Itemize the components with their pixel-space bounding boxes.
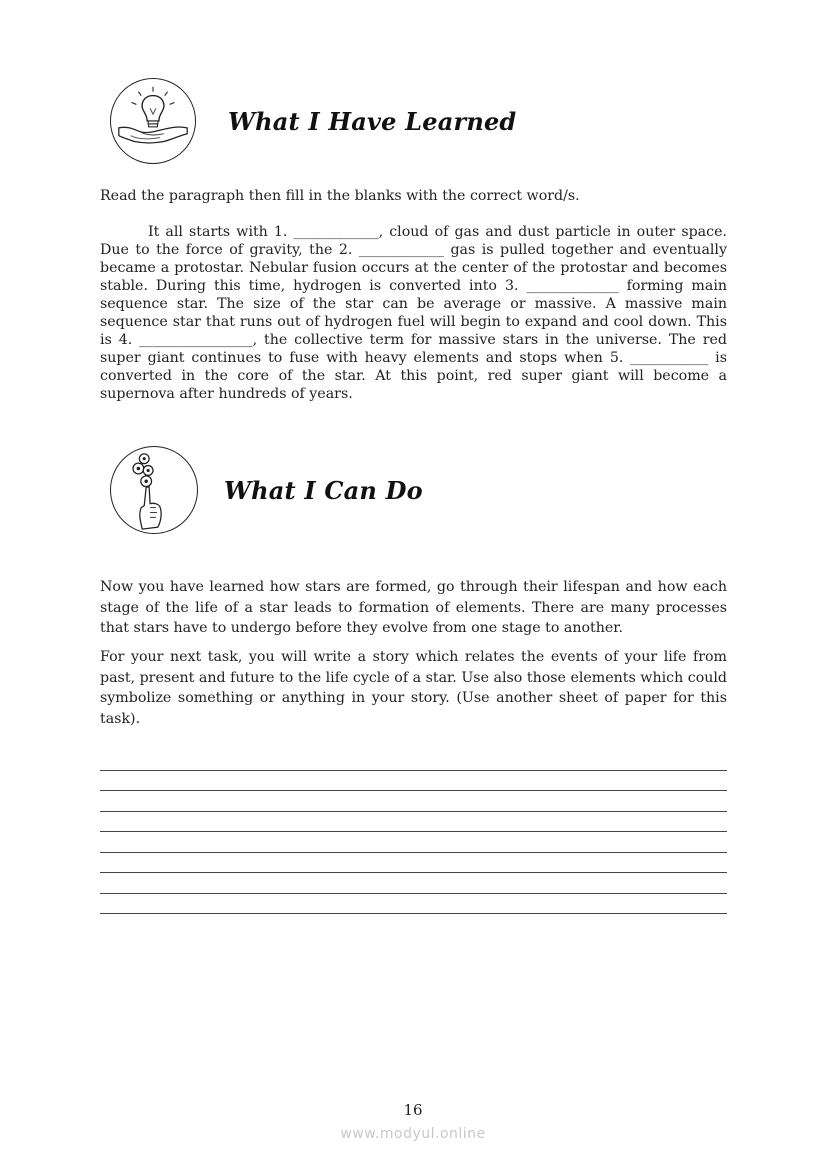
answer-line bbox=[100, 873, 727, 894]
answer-line bbox=[100, 853, 727, 874]
can-do-header bbox=[110, 446, 423, 534]
gears-hand-icon bbox=[110, 446, 198, 534]
answer-line bbox=[100, 812, 727, 833]
lightbulb-hand-icon bbox=[110, 78, 196, 164]
page-number: 16 bbox=[403, 1101, 423, 1119]
answer-line bbox=[100, 750, 727, 771]
watermark: www.modyul.online bbox=[340, 1126, 486, 1142]
fill-in-paragraph: It all starts with 1. ____________, cloud of gas and dust particle in outer space. Due to the force of gravity, the 2. ____________ gas is pulled together and eventually became a protostar. Nebular fusion occurs at the center of the protostar and becomes stable. During this time, hydrogen is converted into 3. _____________ forming main sequence star. The size of the star can be average or massive. A massive main sequence star that runs out of hydrogen fuel will begin to expand and cool down. This is 4. ________________, the collective term for massive stars in the universe. The red super giant continues to fuse with heavy elements and stops when 5. ___________ is converted in the core of the star. At this point, red super giant will become a supernova after hundreds of years. bbox=[100, 224, 727, 402]
learned-paragraph bbox=[100, 223, 727, 403]
learned-title: What I Have Learned bbox=[228, 106, 517, 136]
can-do-title: What I Can Do bbox=[224, 475, 423, 505]
answer-lines bbox=[100, 750, 727, 914]
can-do-intro: Now you have learned how stars are formed, go through their lifespan and how each stage of the life of a star leads to formation of elements. There are many processes that stars have to undergo before they evolve from one stage to another. bbox=[100, 579, 727, 636]
answer-line bbox=[100, 791, 727, 812]
learned-header bbox=[110, 78, 516, 164]
learned-instruction: Read the paragraph then fill in the blanks with the correct word/s. bbox=[100, 188, 580, 204]
answer-line bbox=[100, 832, 727, 853]
answer-line bbox=[100, 894, 727, 915]
can-do-task: For your next task, you will write a story which relates the events of your life from past, present and future to the life cycle of a star. Use also those elements which could symbolize something or anything in your story. (Use another sheet of paper for this task). bbox=[100, 649, 727, 727]
answer-line bbox=[100, 771, 727, 792]
